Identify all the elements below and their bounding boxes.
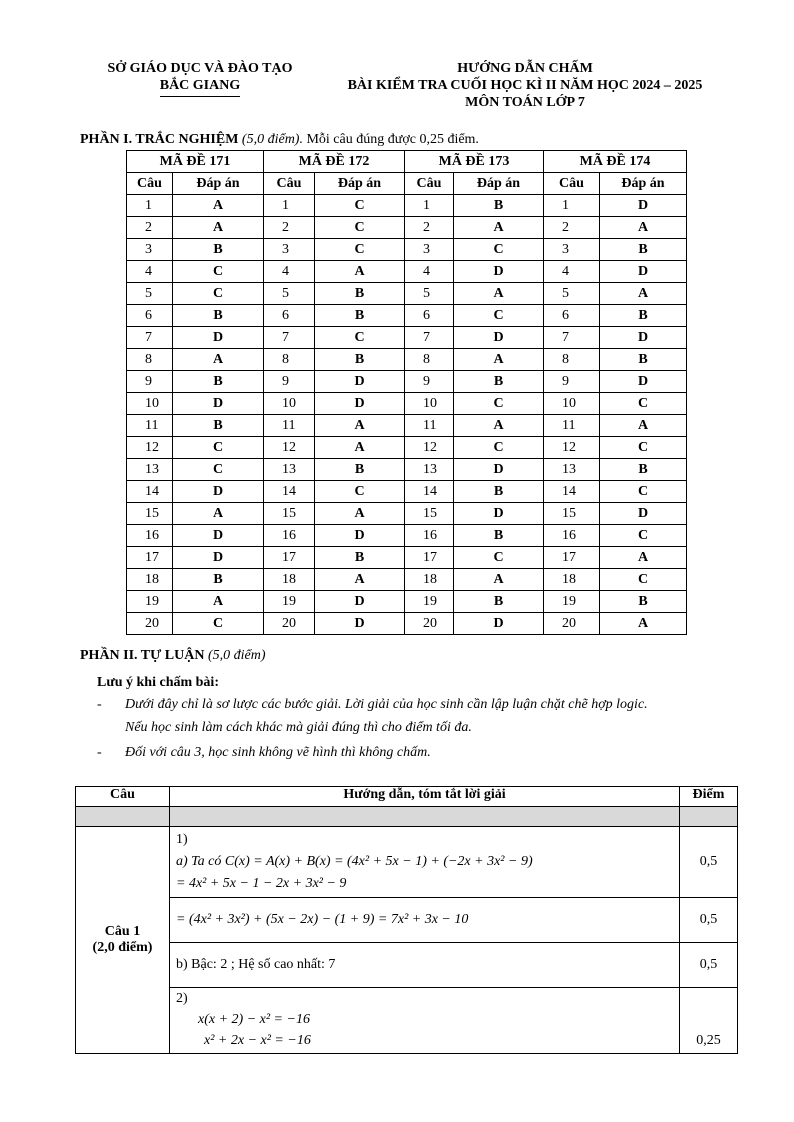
- question-number: 5: [264, 283, 315, 305]
- mcq-row: [127, 195, 687, 217]
- question-number: 13: [544, 459, 600, 481]
- question-number: 4: [127, 261, 173, 283]
- answer-cell: C: [315, 327, 405, 349]
- grading-note-text: Đối với câu 3, học sinh không vẽ hình thì không chấm.: [125, 745, 431, 760]
- question-number: 15: [127, 503, 173, 525]
- answer-cell: B: [600, 349, 687, 371]
- answer-cell: D: [315, 613, 405, 635]
- header-score: Điểm: [680, 787, 738, 807]
- solution-step: [170, 898, 680, 943]
- answer-cell: A: [315, 503, 405, 525]
- question-number: 6: [544, 305, 600, 327]
- question-number: 7: [405, 327, 454, 349]
- mcq-row: [127, 305, 687, 327]
- answer-row: [76, 943, 738, 988]
- code-172-header: MÃ ĐỀ 172: [264, 151, 405, 173]
- answer-cell: A: [315, 569, 405, 591]
- grading-note-title: Lưu ý khi chấm bài:: [97, 675, 219, 690]
- answer-row: [76, 988, 738, 1054]
- answer-cell: C: [173, 437, 264, 459]
- question-number: 7: [264, 327, 315, 349]
- col-question: Câu: [544, 173, 600, 195]
- mcq-row: [127, 217, 687, 239]
- answer-cell: A: [600, 415, 687, 437]
- header-department: [70, 60, 330, 97]
- answer-row: [76, 898, 738, 943]
- question-number: 14: [544, 481, 600, 503]
- mcq-row: [127, 525, 687, 547]
- solution-line: x² + 2x − x² = −16: [204, 1033, 311, 1048]
- grey-spacer-row: [76, 807, 738, 827]
- question-number: 9: [127, 371, 173, 393]
- question-number: 12: [264, 437, 315, 459]
- question-number: 11: [127, 415, 173, 437]
- question-number: 18: [544, 569, 600, 591]
- mcq-row: [127, 415, 687, 437]
- question-number: 17: [405, 547, 454, 569]
- question-number: 2: [127, 217, 173, 239]
- solution-line: = 4x² + 5x − 1 − 2x + 3x² − 9: [176, 876, 347, 891]
- question-number: 2: [544, 217, 600, 239]
- solution-line: x(x + 2) − x² = −16: [198, 1012, 310, 1027]
- answer-cell: B: [173, 415, 264, 437]
- question-number: 13: [127, 459, 173, 481]
- answer-cell: B: [315, 459, 405, 481]
- answer-cell: A: [454, 415, 544, 437]
- mcq-row: [127, 459, 687, 481]
- answer-row: [76, 827, 738, 898]
- question-number: 12: [544, 437, 600, 459]
- answer-cell: B: [600, 305, 687, 327]
- question-number: 11: [264, 415, 315, 437]
- answer-cell: B: [173, 305, 264, 327]
- answer-cell: A: [173, 349, 264, 371]
- answer-cell: A: [600, 217, 687, 239]
- answer-cell: D: [315, 371, 405, 393]
- part2-points: (5,0 điểm): [207, 648, 266, 663]
- answer-cell: C: [600, 569, 687, 591]
- subject-title: MÔN TOÁN LỚP 7: [465, 95, 585, 110]
- solution-line: a) Ta có C(x) = A(x) + B(x) = (4x² + 5x − 1) + (−2x + 3x² − 9): [176, 854, 533, 869]
- question-cell: [76, 827, 170, 1054]
- answer-cell: D: [600, 195, 687, 217]
- answer-cell: B: [600, 239, 687, 261]
- answer-cell: C: [315, 239, 405, 261]
- step-score: 0,5: [680, 827, 738, 898]
- answer-cell: B: [454, 195, 544, 217]
- col-answer: Đáp án: [315, 173, 405, 195]
- header-guidance: Hướng dẫn, tóm tắt lời giải: [170, 787, 680, 807]
- question-number: 1: [544, 195, 600, 217]
- answer-cell: B: [173, 371, 264, 393]
- question-number: 9: [405, 371, 454, 393]
- answer-cell: D: [173, 393, 264, 415]
- question-number: 3: [544, 239, 600, 261]
- answer-cell: C: [600, 393, 687, 415]
- question-number: 20: [264, 613, 315, 635]
- answer-cell: D: [173, 547, 264, 569]
- mcq-row: [127, 547, 687, 569]
- question-number: 3: [405, 239, 454, 261]
- mcq-row: [127, 591, 687, 613]
- answer-cell: A: [173, 195, 264, 217]
- question-number: 2: [264, 217, 315, 239]
- question-number: 17: [264, 547, 315, 569]
- question-number: 16: [544, 525, 600, 547]
- doc-title: HƯỚNG DẪN CHẤM: [457, 61, 593, 76]
- answer-cell: C: [315, 195, 405, 217]
- answer-cell: D: [315, 393, 405, 415]
- question-number: 3: [264, 239, 315, 261]
- grading-note-text: Nếu học sinh làm cách khác mà giải đúng thì cho điểm tối đa.: [125, 720, 472, 735]
- answer-cell: B: [454, 591, 544, 613]
- question-number: 8: [405, 349, 454, 371]
- answer-cell: D: [315, 591, 405, 613]
- answer-cell: C: [454, 305, 544, 327]
- solution-line: 1): [176, 832, 188, 847]
- solution-line: = (4x² + 3x²) + (5x − 2x) − (1 + 9) = 7x² + 3x − 10: [176, 912, 469, 927]
- part1-points: (5,0 điểm).: [241, 132, 303, 147]
- question-number: 8: [544, 349, 600, 371]
- department-name: SỞ GIÁO DỤC VÀ ĐÀO TẠO: [107, 61, 293, 76]
- answer-cell: B: [454, 481, 544, 503]
- answer-cell: B: [173, 239, 264, 261]
- question-number: 18: [127, 569, 173, 591]
- answer-cell: D: [454, 327, 544, 349]
- answer-cell: A: [454, 349, 544, 371]
- question-number: 17: [127, 547, 173, 569]
- question-number: 15: [544, 503, 600, 525]
- solution-step: [170, 943, 680, 988]
- answer-header-row: [76, 787, 738, 807]
- col-question: Câu: [405, 173, 454, 195]
- question-number: 13: [264, 459, 315, 481]
- answer-cell: A: [600, 283, 687, 305]
- answer-cell: D: [454, 261, 544, 283]
- answer-cell: C: [600, 481, 687, 503]
- question-number: 18: [264, 569, 315, 591]
- mcq-row: [127, 481, 687, 503]
- question-number: 6: [405, 305, 454, 327]
- question-label: Câu 1: [104, 924, 141, 939]
- question-number: 5: [405, 283, 454, 305]
- part2-title: PHẦN II. TỰ LUẬN: [80, 648, 205, 663]
- part1-title: PHẦN I. TRẮC NGHIỆM: [80, 132, 239, 147]
- answer-cell: C: [315, 217, 405, 239]
- question-number: 11: [544, 415, 600, 437]
- grading-note-text: Dưới đây chỉ là sơ lược các bước giải. Lời giải của học sinh cần lập luận chặt chẽ hợp logic.: [125, 697, 648, 712]
- question-number: 5: [544, 283, 600, 305]
- answer-cell: D: [600, 327, 687, 349]
- question-number: 3: [127, 239, 173, 261]
- mcq-row: [127, 613, 687, 635]
- question-number: 16: [127, 525, 173, 547]
- question-number: 6: [127, 305, 173, 327]
- answer-cell: A: [600, 613, 687, 635]
- question-points: (2,0 điểm): [92, 940, 153, 955]
- province-name: BẮC GIANG: [160, 77, 241, 97]
- question-number: 20: [544, 613, 600, 635]
- question-number: 19: [544, 591, 600, 613]
- question-number: 4: [405, 261, 454, 283]
- answer-cell: A: [315, 415, 405, 437]
- mcq-row: [127, 569, 687, 591]
- question-number: 19: [127, 591, 173, 613]
- mcq-row: [127, 327, 687, 349]
- answer-cell: D: [454, 459, 544, 481]
- question-number: 14: [405, 481, 454, 503]
- answer-cell: B: [315, 547, 405, 569]
- code-173-header: MÃ ĐỀ 173: [405, 151, 544, 173]
- part1-note: Mỗi câu đúng được 0,25 điểm.: [302, 132, 479, 147]
- answer-cell: A: [454, 283, 544, 305]
- mcq-row: [127, 261, 687, 283]
- question-number: 10: [544, 393, 600, 415]
- question-number: 14: [264, 481, 315, 503]
- answer-cell: C: [454, 239, 544, 261]
- answer-cell: D: [454, 613, 544, 635]
- part2-heading: [80, 648, 266, 664]
- answer-cell: D: [173, 481, 264, 503]
- solution-step: [170, 988, 680, 1054]
- answer-cell: A: [173, 217, 264, 239]
- answer-cell: A: [173, 503, 264, 525]
- mcq-row: [127, 393, 687, 415]
- code-header-row: [127, 151, 687, 173]
- answer-cell: A: [600, 547, 687, 569]
- question-number: 18: [405, 569, 454, 591]
- col-answer: Đáp án: [173, 173, 264, 195]
- column-header-row: [127, 173, 687, 195]
- question-number: 2: [405, 217, 454, 239]
- question-number: 19: [405, 591, 454, 613]
- header-title-block: [300, 60, 750, 111]
- answer-cell: D: [173, 525, 264, 547]
- question-number: 11: [405, 415, 454, 437]
- question-number: 16: [264, 525, 315, 547]
- question-number: 4: [544, 261, 600, 283]
- col-question: Câu: [264, 173, 315, 195]
- code-171-header: MÃ ĐỀ 171: [127, 151, 264, 173]
- question-number: 20: [127, 613, 173, 635]
- answer-cell: C: [173, 283, 264, 305]
- answer-cell: B: [315, 283, 405, 305]
- answer-cell: C: [173, 261, 264, 283]
- col-answer: Đáp án: [600, 173, 687, 195]
- step-score: 0,5: [680, 943, 738, 988]
- answer-cell: A: [315, 261, 405, 283]
- exam-title: BÀI KIỂM TRA CUỐI HỌC KÌ II NĂM HỌC 2024 – 2025: [347, 78, 703, 93]
- answer-cell: C: [600, 525, 687, 547]
- col-question: Câu: [127, 173, 173, 195]
- answer-cell: D: [173, 327, 264, 349]
- question-number: 1: [127, 195, 173, 217]
- question-number: 6: [264, 305, 315, 327]
- question-number: 1: [264, 195, 315, 217]
- question-number: 8: [127, 349, 173, 371]
- question-number: 8: [264, 349, 315, 371]
- question-number: 10: [127, 393, 173, 415]
- answer-cell: D: [600, 503, 687, 525]
- solution-step: [170, 827, 680, 898]
- question-number: 5: [127, 283, 173, 305]
- question-number: 12: [405, 437, 454, 459]
- question-number: 16: [405, 525, 454, 547]
- answer-cell: C: [173, 613, 264, 635]
- answer-cell: B: [315, 349, 405, 371]
- mcq-row: [127, 283, 687, 305]
- question-number: 15: [264, 503, 315, 525]
- solution-line: b) Bậc: 2 ; Hệ số cao nhất: 7: [176, 957, 336, 972]
- part1-heading: [80, 132, 479, 148]
- question-number: 7: [127, 327, 173, 349]
- solution-line: 2): [176, 991, 188, 1006]
- question-number: 20: [405, 613, 454, 635]
- col-answer: Đáp án: [454, 173, 544, 195]
- mcq-row: [127, 371, 687, 393]
- question-number: 9: [264, 371, 315, 393]
- answer-cell: B: [454, 525, 544, 547]
- answer-cell: D: [600, 261, 687, 283]
- mcq-row: [127, 503, 687, 525]
- answer-cell: C: [454, 547, 544, 569]
- answer-cell: B: [173, 569, 264, 591]
- answer-cell: D: [454, 503, 544, 525]
- answer-cell: C: [454, 393, 544, 415]
- header-question: Câu: [76, 787, 170, 807]
- question-number: 13: [405, 459, 454, 481]
- question-number: 14: [127, 481, 173, 503]
- answer-cell: B: [600, 459, 687, 481]
- question-number: 12: [127, 437, 173, 459]
- answer-cell: C: [600, 437, 687, 459]
- answer-cell: C: [315, 481, 405, 503]
- answer-cell: A: [454, 217, 544, 239]
- question-number: 1: [405, 195, 454, 217]
- answer-cell: A: [454, 569, 544, 591]
- mcq-row: [127, 239, 687, 261]
- answer-cell: B: [600, 591, 687, 613]
- answer-cell: A: [173, 591, 264, 613]
- code-174-header: MÃ ĐỀ 174: [544, 151, 687, 173]
- step-score: 0,25: [680, 988, 738, 1054]
- question-number: 17: [544, 547, 600, 569]
- mcq-row: [127, 437, 687, 459]
- question-number: 7: [544, 327, 600, 349]
- question-number: 10: [264, 393, 315, 415]
- answer-cell: C: [454, 437, 544, 459]
- question-number: 10: [405, 393, 454, 415]
- question-number: 19: [264, 591, 315, 613]
- step-score: 0,5: [680, 898, 738, 943]
- answer-cell: D: [600, 371, 687, 393]
- answer-cell: B: [315, 305, 405, 327]
- answer-cell: D: [315, 525, 405, 547]
- question-number: 4: [264, 261, 315, 283]
- answer-cell: B: [454, 371, 544, 393]
- answer-cell: A: [315, 437, 405, 459]
- mcq-row: [127, 349, 687, 371]
- mcq-answer-table: [126, 150, 687, 635]
- essay-answer-table: [75, 786, 738, 1054]
- question-number: 9: [544, 371, 600, 393]
- answer-cell: C: [173, 459, 264, 481]
- question-number: 15: [405, 503, 454, 525]
